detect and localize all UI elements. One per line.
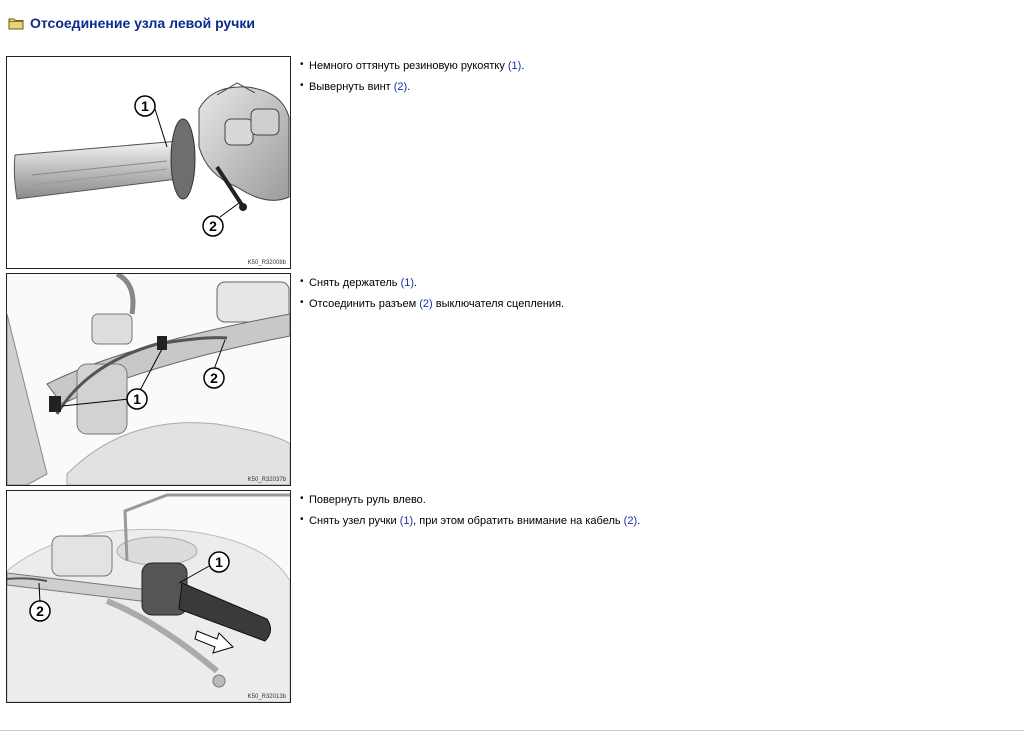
step-1 — [6, 56, 1016, 270]
instruction-list — [300, 494, 1000, 536]
instruction-item: • Вывернуть винт (2). — [300, 81, 1000, 94]
callout-2: 2 — [36, 603, 44, 619]
instruction-item: • Немного оттянуть резиновую рукоятку (1). — [300, 60, 1000, 73]
callout-2: 2 — [209, 218, 217, 234]
instruction-item: • Повернуть руль влево. — [300, 494, 1000, 507]
figure-code: K50_R32037b — [247, 477, 286, 483]
step-2 — [6, 273, 1016, 487]
figure-handle-assembly-removal — [6, 490, 291, 703]
callout-1: 1 — [215, 554, 223, 570]
folder-icon — [8, 16, 24, 30]
instruction-list — [300, 277, 1000, 319]
step-3 — [6, 490, 1016, 704]
callout-1: 1 — [141, 98, 149, 114]
figure-code: K50_R32008b — [247, 260, 286, 266]
figure-grip-removal — [6, 56, 291, 269]
instruction-list — [300, 60, 1000, 102]
figure-clutch-switch-connector — [6, 273, 291, 486]
figure-code: K50_R32013b — [247, 694, 286, 700]
instruction-item: • Снять держатель (1). — [300, 277, 1000, 290]
bottom-divider — [0, 730, 1024, 731]
callout-1: 1 — [133, 391, 141, 407]
instruction-item: • Снять узел ручки (1), при этом обратить внимание на кабель (2). — [300, 515, 1000, 528]
callout-2: 2 — [210, 370, 218, 386]
instruction-item: • Отсоединить разъем (2) выключателя сцепления. — [300, 298, 1000, 311]
section-header — [8, 12, 255, 34]
page-title: Отсоединение узла левой ручки — [30, 15, 255, 31]
